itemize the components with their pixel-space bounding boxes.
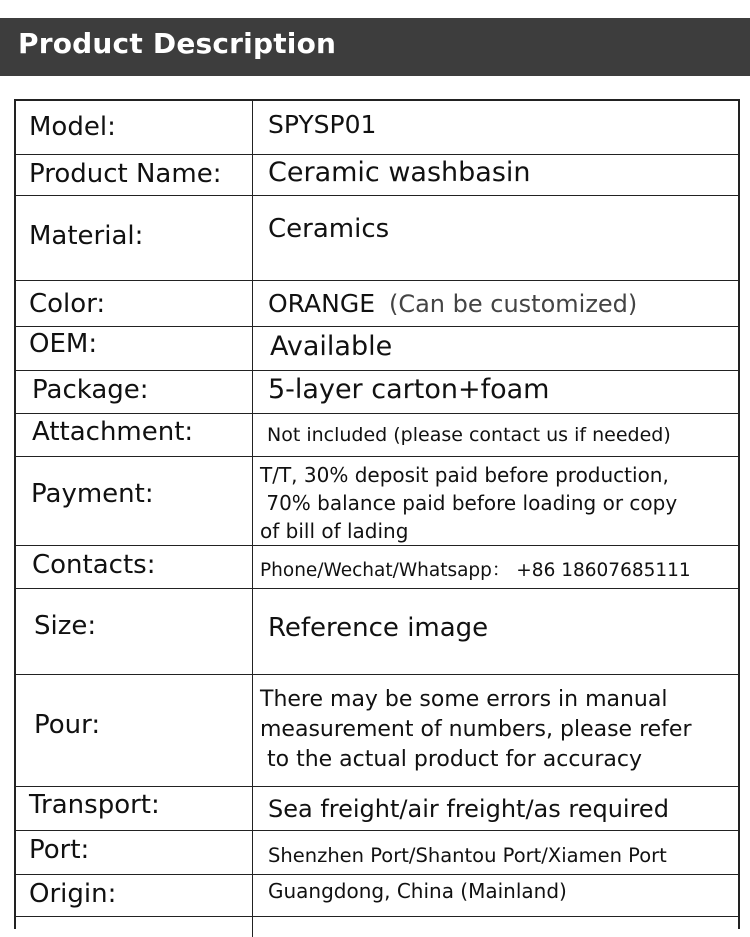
spec-label: Payment: — [31, 479, 154, 509]
spec-value — [260, 461, 677, 545]
spec-row-contacts — [16, 546, 738, 589]
value-line: 70% balance paid before loading or copy — [260, 491, 678, 515]
spec-value: Available — [270, 331, 393, 362]
spec-label: OEM: — [29, 329, 98, 359]
spec-row-origin — [16, 875, 738, 917]
column-divider — [252, 831, 253, 874]
column-divider — [252, 546, 253, 588]
spec-label: Color: — [29, 289, 106, 319]
column-divider — [252, 281, 253, 326]
spec-table — [14, 99, 740, 929]
column-divider — [252, 457, 253, 545]
spec-label: Pour: — [34, 710, 101, 740]
spec-row-material — [16, 196, 738, 281]
page-title: Product Description — [18, 27, 337, 60]
column-divider — [252, 371, 253, 413]
spec-value: Phone/Wechat/Whatsapp： +86 18607685111 — [260, 560, 691, 581]
spec-row-color — [16, 281, 738, 327]
spec-label: Attachment: — [32, 417, 194, 447]
spec-value: Ceramic washbasin — [268, 157, 531, 188]
column-divider — [252, 875, 253, 916]
spec-row-oem — [16, 327, 738, 371]
spec-value: Not included (please contact us if needed) — [267, 424, 671, 446]
spec-value: Guangdong, China (Mainland) — [268, 879, 567, 903]
spec-value: Ceramics — [268, 214, 390, 244]
column-divider — [252, 787, 253, 830]
column-divider — [252, 155, 253, 195]
spec-label: Contacts: — [32, 550, 156, 580]
spec-label: Port: — [29, 835, 90, 865]
spec-row-pour — [16, 675, 738, 787]
spec-label: Product Name: — [29, 159, 222, 189]
spec-row-port — [16, 831, 738, 875]
spec-value — [260, 685, 692, 775]
color-note: (Can be customized) — [388, 290, 638, 318]
spec-row-payment — [16, 457, 738, 546]
value-line: measurement of numbers, please refer — [260, 717, 692, 742]
spec-value: 5-layer carton+foam — [268, 374, 550, 405]
spec-label: Model: — [29, 112, 116, 142]
spec-row-partial — [16, 917, 738, 937]
spec-label: Transport: — [29, 790, 160, 820]
column-divider — [252, 414, 253, 456]
value-line: of bill of lading — [260, 519, 409, 543]
spec-label: Size: — [34, 611, 97, 641]
color-value: ORANGE — [268, 289, 376, 318]
spec-value: Reference image — [268, 613, 489, 643]
spec-row-model — [16, 101, 738, 155]
spec-row-product-name — [16, 155, 738, 196]
spec-value: Shenzhen Port/Shantou Port/Xiamen Port — [268, 844, 667, 867]
column-divider — [252, 101, 253, 154]
spec-value — [268, 289, 637, 318]
spec-label: Material: — [29, 221, 144, 251]
column-divider — [252, 675, 253, 786]
value-line: There may be some errors in manual — [260, 687, 668, 712]
spec-label: Origin: — [29, 879, 117, 909]
header-banner — [0, 18, 750, 76]
column-divider — [252, 196, 253, 280]
spec-value: SPYSP01 — [268, 110, 377, 139]
column-divider — [252, 917, 253, 937]
spec-value: Sea freight/air freight/as required — [268, 795, 669, 823]
spec-label: Package: — [32, 375, 149, 405]
spec-row-attachment — [16, 414, 738, 457]
column-divider — [252, 589, 253, 674]
value-line: to the actual product for accuracy — [260, 747, 643, 772]
value-line: T/T, 30% deposit paid before production, — [260, 463, 669, 487]
spec-row-size — [16, 589, 738, 675]
spec-row-transport — [16, 787, 738, 831]
spec-row-package — [16, 371, 738, 414]
column-divider — [252, 327, 253, 370]
